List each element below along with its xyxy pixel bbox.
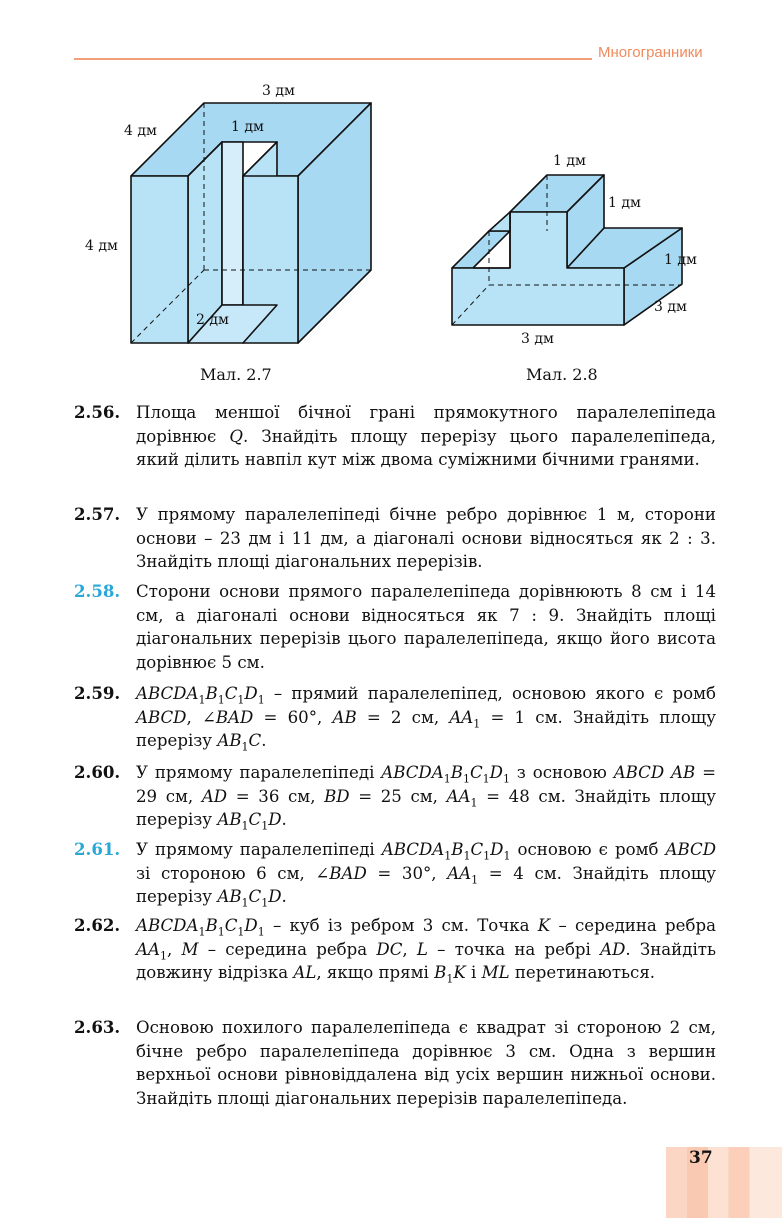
problem-2-60	[74, 761, 716, 832]
page-number-tab	[666, 1147, 782, 1218]
problem-text: У прямому паралелепіпеді $ABCDA_1B_1C_1D_1$ основою є ромб ABCD зі стороною 6 см, ∠BAD = 30°, $AA_1 = 4$ см. Знайдіть площу перерізу $AB_1C_1D$.	[136, 840, 717, 910]
problem-number: 2.58.	[74, 581, 121, 601]
problem-text: Основою похилого паралелепіпеда є квадрат зі стороною 2 см, бічне ребро паралелепіпеда дорівнює 3 см. Одна з вершин верхньої основи рівновіддалена від усіх вершин нижньої основи. Знайдіть площі діагональних перерізів паралелепіпеда.	[136, 1018, 716, 1108]
problem-text: Сторони основи прямого паралелепіпеда дорівнюють 8 см і 14 см, а діагоналі основи відносяться як 7 : 9. Знайдіть площі діагональних перерізів цього паралелепіпеда, якщо його висота дорівнює 5 см.	[136, 582, 716, 672]
problem-number: 2.59.	[74, 683, 121, 703]
fig28-label-width: 3 дм	[521, 331, 554, 347]
problem-2-59	[74, 682, 716, 753]
problem-text: У прямому паралелепіпеді бічне ребро дорівнює 1 м, сторони основи – 23 дм і 11 дм, а діагоналі основи відносяться як 2 : 3. Знайдіть площі діагональних перерізів.	[136, 505, 716, 571]
problem-number: 2.60.	[74, 762, 121, 782]
problem-2-56	[74, 401, 716, 472]
problem-text: У прямому паралелепіпеді $ABCDA_1B_1C_1D_1$ з основою ABCD AB = 29 см, AD = 36 см, BD = 25 см, $AA_1 = 48$ см. Знайдіть площу перерізу $AB_1C_1D$.	[136, 763, 716, 833]
fig28-label-lower-height: 1 дм	[664, 252, 697, 268]
problem-2-63	[74, 1016, 716, 1110]
fig28-label-depth: 3 дм	[654, 299, 687, 315]
problem-number: 2.62.	[74, 915, 121, 935]
problem-number: 2.61.	[74, 839, 121, 859]
figure-caption-2-8: Мал. 2.8	[526, 365, 598, 384]
problem-2-58	[74, 580, 716, 674]
problem-text: Площа меншої бічної грані прямокутного паралелепіпеда дорівнює Q. Знайдіть площу перерізу цього паралелепіпеда, який ділить навпіл кут між двома суміжними бічними гранями.	[136, 403, 716, 469]
fig27-label-slot-width: 1 дм	[231, 119, 264, 135]
fig27-label-slot-depth: 2 дм	[196, 312, 229, 328]
problem-text: $ABCDA_1B_1C_1D_1$ – куб із ребром 3 см. Точка K – середина ребра $AA_1$, M – середина ребра DC, L – точка на ребрі AD. Знайдіть довжину відрізка AL, якщо прямі $B_1K$ і ML перетинаються.	[136, 916, 716, 986]
problem-number: 2.63.	[74, 1017, 121, 1037]
page-number: 37	[689, 1148, 713, 1168]
problem-2-57	[74, 503, 716, 574]
problem-2-62	[74, 914, 716, 985]
fig28-label-upper-height: 1 дм	[608, 195, 641, 211]
fig28-label-top: 1 дм	[553, 153, 586, 169]
section-title: Многогранники	[598, 44, 703, 61]
problem-number: 2.57.	[74, 504, 121, 524]
fig27-label-depth: 4 дм	[124, 123, 157, 139]
problem-number: 2.56.	[74, 402, 121, 422]
figure-caption-2-7: Мал. 2.7	[200, 365, 272, 384]
figure-2-7	[0, 0, 782, 400]
problem-text: $ABCDA_1B_1C_1D_1$ – прямий паралелепіпед, основою якого є ромб ABCD, ∠BAD = 60°, AB = 2 см, $AA_1 = 1$ см. Знайдіть площу перерізу $AB_1C$.	[136, 684, 716, 754]
fig27-label-top: 3 дм	[262, 83, 295, 99]
problem-2-61	[74, 838, 716, 909]
fig27-label-height: 4 дм	[85, 238, 118, 254]
